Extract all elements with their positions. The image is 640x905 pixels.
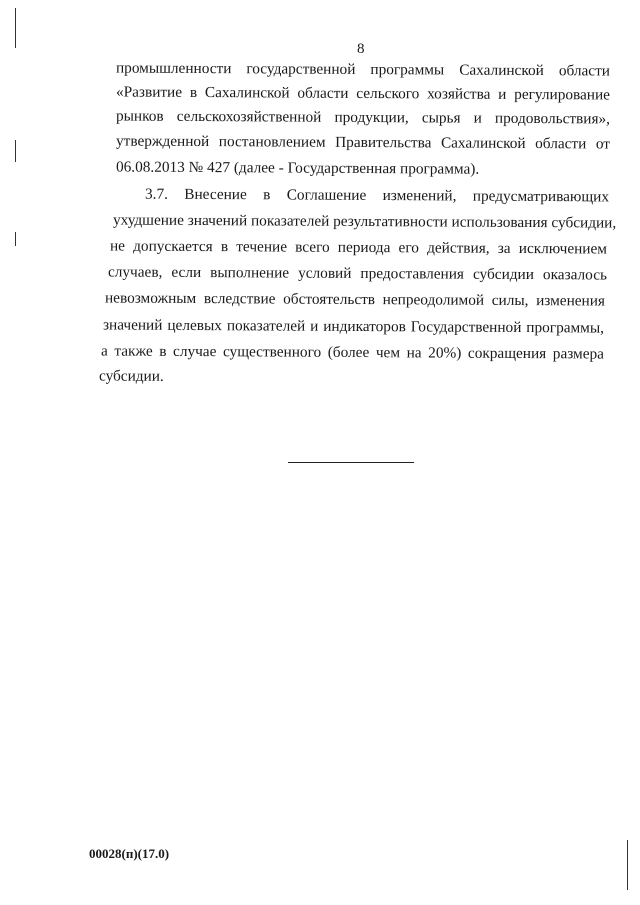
- paragraph-line: ухудшение значений показателей результативности использования субсидии,: [112, 211, 617, 232]
- paragraph-line: утвержденной постановлением Правительства Сахалинской области от: [115, 132, 611, 153]
- end-divider: [288, 462, 414, 463]
- paragraph-line: «Развитие в Сахалинской области сельского хозяйства и регулирование: [115, 83, 611, 104]
- paragraph-line: промышленности государственной программы Сахалинской области: [115, 59, 611, 80]
- scan-margin-mark: [627, 840, 628, 890]
- paragraph-line: 06.08.2013 № 427 (далее - Государственная программа).: [115, 158, 480, 178]
- paragraph-line: случаев, если выполнение условий предоставления субсидии оказалось: [107, 263, 608, 284]
- paragraph-line: субсидии.: [98, 367, 164, 385]
- paragraph-line: не допускается в течение всего периода его действия, за исключением: [109, 237, 608, 258]
- paragraph-line: значений целевых показателей и индикаторов Государственной программы,: [102, 316, 605, 337]
- scan-margin-mark: [15, 8, 16, 48]
- page-number: 8: [357, 41, 365, 57]
- scan-margin-mark: [15, 140, 16, 162]
- paragraph-line: 3.7. Внесение в Соглашение изменений, предусматривающих: [144, 185, 610, 206]
- document-code: 00028(п)(17.0): [89, 846, 170, 861]
- paragraph-line: а также в случае существенного (более чем на 20%) сокращения размера: [100, 342, 605, 363]
- scan-margin-mark: [15, 232, 16, 246]
- paragraph-line: рынков сельскохозяйственной продукции, сырья и продовольствия»,: [115, 107, 611, 128]
- paragraph-line: невозможным вследствие обстоятельств непреодолимой силы, изменения: [104, 289, 606, 310]
